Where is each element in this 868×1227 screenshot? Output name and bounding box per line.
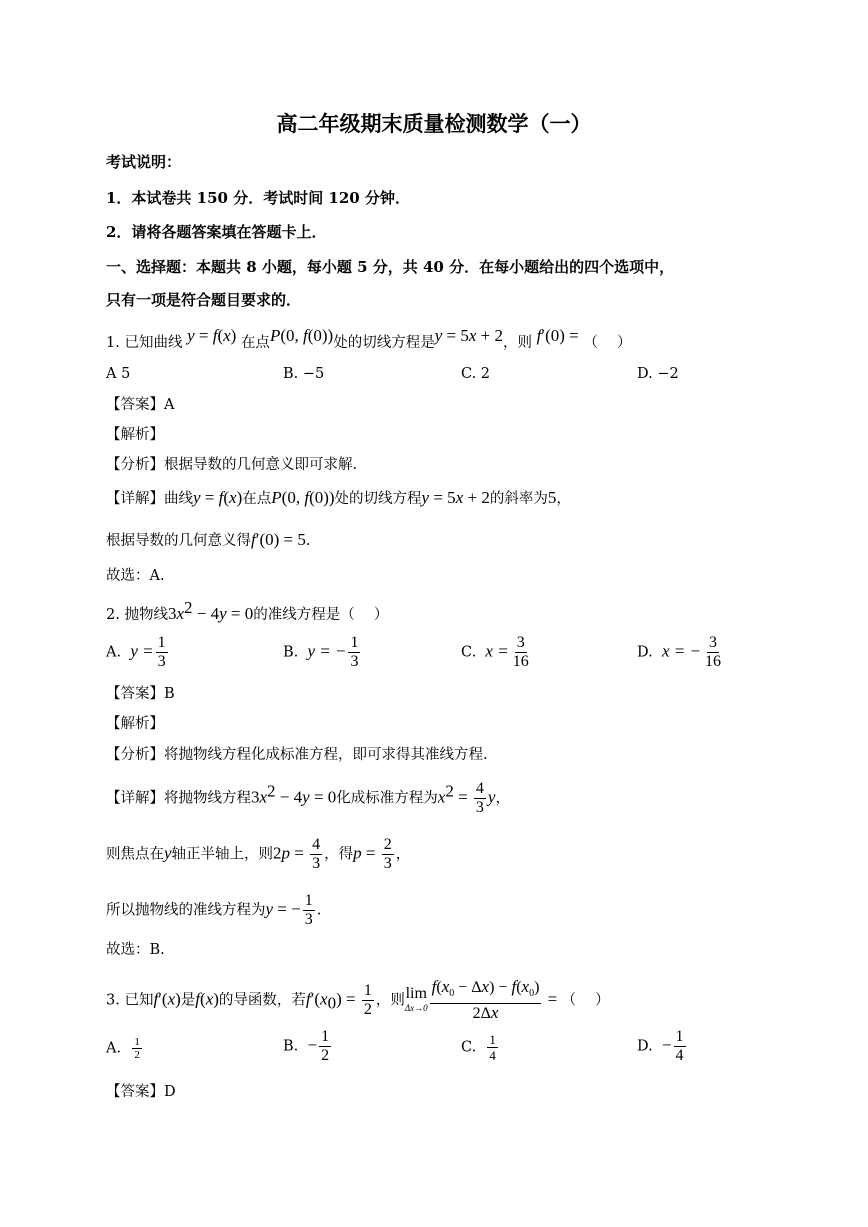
q2-option-c: C. x = $\frac{3}{16}$: [461, 634, 529, 670]
q3-option-a: A. $\frac{1}{2}$: [106, 1036, 140, 1061]
q2-stem: 2. 抛物线$3x^2 - 4y = 0$的准线方程是（ ）: [106, 598, 389, 623]
q2-analysis: 【分析】将抛物线方程化成标准方程，即可求得其准线方程.: [106, 747, 488, 763]
q2-detail-2: 则焦点在y轴正半轴上，则2p = $\frac{4}{3}$ ，得p = $\frac{2}{3}$ ，: [106, 836, 411, 872]
q2-detail: 【详解】将抛物线方程$3x^2 - 4y = 0$化成标准方程为$x^2$ = $\frac{4}{3}$ y，: [106, 780, 510, 816]
q3-option-b: B. − $\frac{1}{2}$: [283, 1028, 330, 1064]
q1-option-b: B. −5: [283, 366, 325, 382]
q1-choose: 故选：A.: [106, 568, 165, 584]
q2-choose: 故选：B.: [106, 942, 165, 958]
page-title: 高二年级期末质量检测数学（一）: [276, 111, 592, 136]
section-heading-line2: 只有一项是符合题目要求的．: [106, 291, 302, 309]
q1-jiexi: 【解析】: [106, 427, 164, 443]
instruction-item-2: 2．请将各题答案填在答题卡上．: [106, 223, 327, 241]
q1-detail: 【详解】曲线y = f(x)在点P(0, f(0))处的切线方程y = 5x + 2的斜率为5，: [106, 488, 571, 507]
q3-stem: 3. 已知f′(x)是f(x)的导函数，若$f'(x_0)$ = $\frac{1}{2}$ ，则 lim Δx→0 $\frac{f(x_0 - \Delta x) - f(x_0)}{2\Delta x}$ = （ ）: [106, 977, 610, 1023]
q3-option-d: D. − $\frac{1}{4}$: [637, 1028, 684, 1064]
q1-analysis: 【分析】根据导数的几何意义即可求解.: [106, 457, 358, 473]
q1-answer: 【答案】A: [106, 397, 175, 413]
q1-option-c: C. 2: [461, 366, 491, 382]
q2-jiexi: 【解析】: [106, 716, 164, 732]
q2-answer: 【答案】B: [106, 686, 175, 702]
instruction-item-1: 1．本试卷共 150 分．考试时间 120 分钟．: [106, 189, 410, 207]
instructions-heading: 考试说明：: [106, 153, 182, 171]
q1-detail-2: 根据导数的几何意义得f′(0) = 5.: [106, 530, 311, 549]
q2-option-b: B. y = − $\frac{1}{3}$: [283, 634, 359, 670]
q1-option-a: A 5: [106, 366, 131, 382]
section-heading-line1: 一、选择题：本题共 8 小题，每小题 5 分，共 40 分．在每小题给出的四个选项中，: [106, 258, 675, 276]
q2-detail-3: 所以抛物线的准线方程为y = − $\frac{1}{3}$ .: [106, 892, 322, 928]
q2-option-a: A. y = $\frac{1}{3}$: [106, 634, 166, 670]
q1-option-d: D. −2: [637, 366, 679, 382]
q3-option-c: C. $\frac{1}{4}$: [461, 1032, 496, 1063]
q3-answer: 【答案】D: [106, 1084, 176, 1100]
q1-stem: 1. 已知曲线 y = f(x) 在点P(0, f(0))处的切线方程是y = 5x + 2，则 f′(0) = （ ）: [106, 326, 632, 351]
q2-option-d: D. x = − $\frac{3}{16}$: [637, 634, 721, 670]
